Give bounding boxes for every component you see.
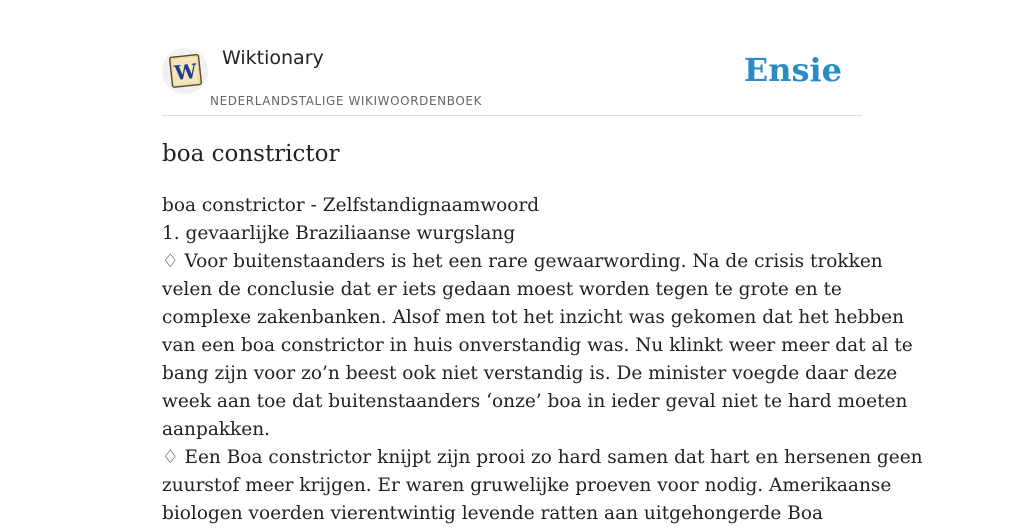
entry-line: ♢ Voor buitenstaanders is het een rare gewaarwording. Na de crisis trokken [162,251,883,272]
brand-logo[interactable]: Ensie [743,51,842,89]
site-subtitle: NEDERLANDSTALIGE WIKIWOORDENBOEK [210,94,483,108]
wiktionary-logo-icon[interactable] [162,48,208,94]
page-title: boa constrictor [162,141,340,167]
entry-line: van een boa constrictor in huis onverstandig was. Nu klinkt weer meer dat al te [162,335,913,356]
entry-line: bang zijn voor zo’n beest ook niet verstandig is. De minister voegde daar deze [162,363,898,384]
entry-line: aanpakken. [162,419,271,440]
entry-line: ♢ Een Boa constrictor knijpt zijn prooi zo hard samen dat hart en hersenen geen [162,447,923,468]
entry-line: 1. gevaarlijke Braziliaanse wurgslang [162,223,516,244]
entry-line: week aan toe dat buitenstaanders ‘onze’ boa in ieder geval niet te hard moeten [162,391,908,412]
entry-line: zuurstof meer krijgen. Er waren gruwelijke proeven voor nodig. Amerikaanse [162,475,892,496]
entry-content [162,192,923,528]
entry-line: biologen voerden vierentwintig levende ratten aan uitgehongerde Boa [162,503,823,524]
site-name[interactable]: Wiktionary [222,47,324,69]
entry-line: complexe zakenbanken. Alsof men tot het inzicht was gekomen dat het hebben [162,307,904,328]
site-header [162,40,862,116]
entry-line: boa constrictor - Zelfstandignaamwoord [162,195,540,216]
entry-line: velen de conclusie dat er iets gedaan moest worden tegen te grote en te [162,279,842,300]
svg-text:W: W [173,58,199,86]
